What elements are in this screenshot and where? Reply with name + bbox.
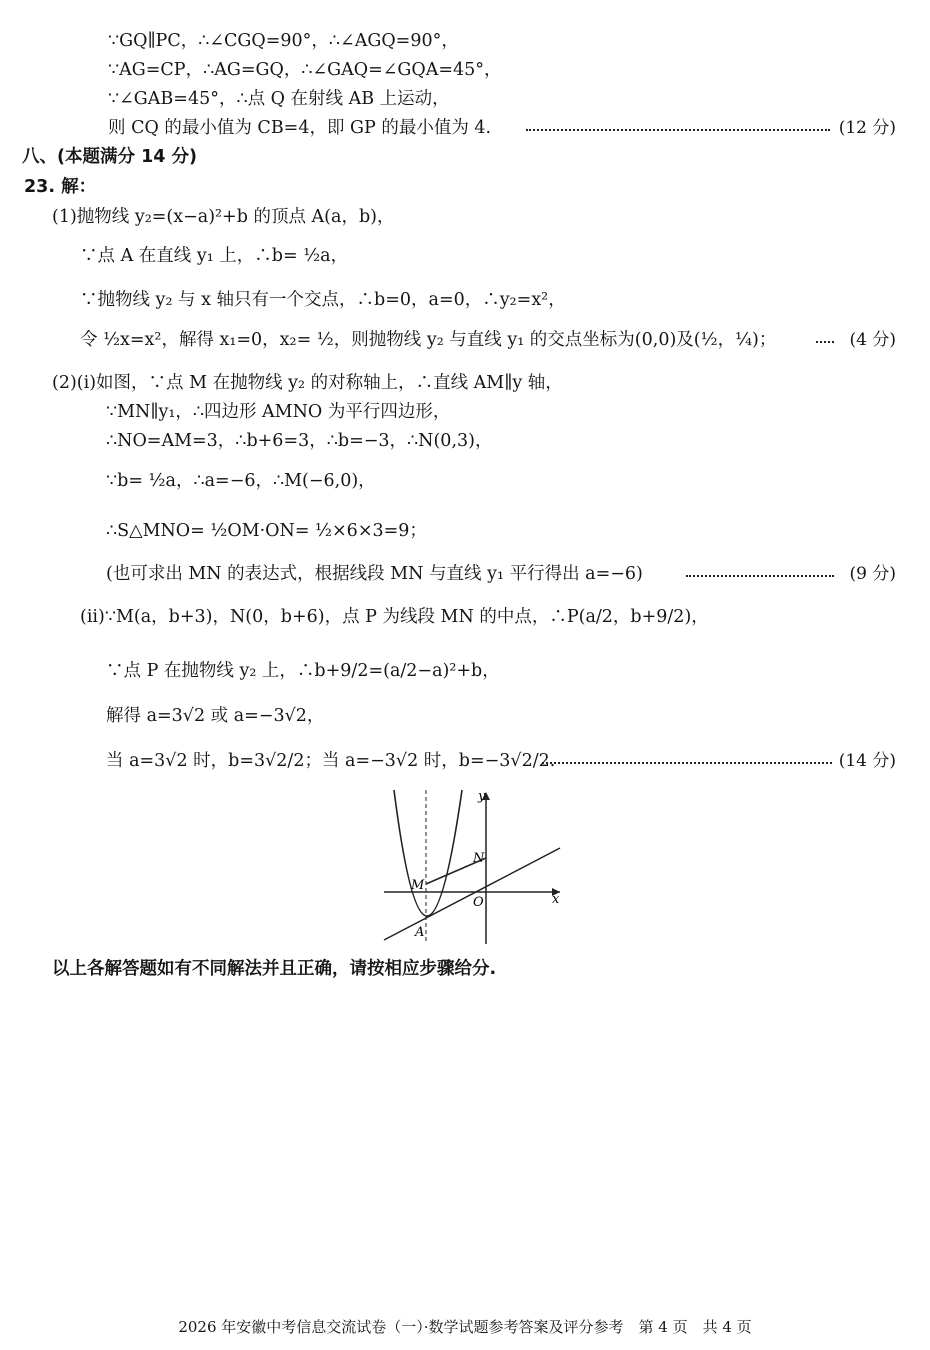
solution-line: (也可求出 MN 的表达式，根据线段 MN 与直线 y₁ 平行得出 a=−6) xyxy=(106,564,643,584)
solution-line: (2)(i)如图，∵点 M 在抛物线 y₂ 的对称轴上，∴直线 AM∥y 轴， xyxy=(52,373,563,393)
question-number: 23. 解： xyxy=(24,177,97,197)
dotted-leader xyxy=(816,341,834,343)
label-m: M xyxy=(411,878,425,893)
solution-line: ∵GQ∥PC，∴∠CGQ=90°，∴∠AGQ=90°， xyxy=(108,31,459,51)
dotted-leader xyxy=(526,129,830,131)
solution-line: 当 a=3√2 时，b=3√2/2；当 a=−3√2 时，b=−3√2/2. xyxy=(106,751,556,771)
score-label: (9 分) xyxy=(849,564,896,584)
solution-line: (1)抛物线 y₂=(x−a)²+b 的顶点 A(a，b)， xyxy=(52,207,395,227)
dotted-leader xyxy=(686,575,834,577)
label-x: x xyxy=(552,892,560,907)
label-n: N xyxy=(473,851,485,866)
section-heading: 八、(本题满分 14 分) xyxy=(22,147,198,167)
label-a: A xyxy=(415,925,425,940)
page-footer: 2026 年安徽中考信息交流试卷（一）·数学试题参考答案及评分参考 第 4 页 共 4 页 xyxy=(178,1318,752,1336)
line-y1 xyxy=(384,848,560,940)
solution-line: ∴S△MNO= ½OM·ON= ½×6×3=9； xyxy=(106,521,427,541)
parabola-curve xyxy=(394,790,462,916)
grading-note: 以上各解答题如有不同解法并且正确，请按相应步骤给分. xyxy=(52,959,497,979)
label-y: y xyxy=(478,789,486,804)
solution-line: ∵点 P 在抛物线 y₂ 上，∴b+9/2=(a/2−a)²+b， xyxy=(106,661,500,681)
dotted-leader xyxy=(542,762,832,764)
solution-line: 令 ½x=x²，解得 x₁=0，x₂= ½，则抛物线 y₂ 与直线 y₁ 的交点坐标为(0,0)及(½，¼)； xyxy=(80,330,777,350)
solution-line: ∵MN∥y₁，∴四边形 AMNO 为平行四边形， xyxy=(106,402,451,422)
solution-line: ∵b= ½a，∴a=−6，∴M(−6,0)， xyxy=(106,471,376,491)
score-label: (4 分) xyxy=(849,330,896,350)
solution-line: ∵∠GAB=45°，∴点 Q 在射线 AB 上运动， xyxy=(108,89,450,109)
solution-line: 则 CQ 的最小值为 CB=4，即 GP 的最小值为 4. xyxy=(108,118,492,138)
solution-line: ∵AG=CP，∴AG=GQ，∴∠GAQ=∠GQA=45°， xyxy=(108,60,502,80)
parabola-figure xyxy=(378,788,568,948)
score-label: (12 分) xyxy=(838,118,896,138)
score-label: (14 分) xyxy=(838,751,896,771)
solution-line: ∴NO=AM=3，∴b+6=3，∴b=−3，∴N(0,3)， xyxy=(106,431,493,451)
solution-line: 解得 a=3√2 或 a=−3√2， xyxy=(106,706,325,726)
solution-line: (ii)∵M(a，b+3)，N(0，b+6)，点 P 为线段 MN 的中点，∴P(a/2，b+9/2)， xyxy=(80,607,709,627)
label-o: O xyxy=(473,895,484,910)
solution-line: ∵抛物线 y₂ 与 x 轴只有一个交点，∴b=0，a=0，∴y₂=x²， xyxy=(80,290,566,310)
solution-line: ∵点 A 在直线 y₁ 上，∴b= ½a， xyxy=(80,246,349,266)
